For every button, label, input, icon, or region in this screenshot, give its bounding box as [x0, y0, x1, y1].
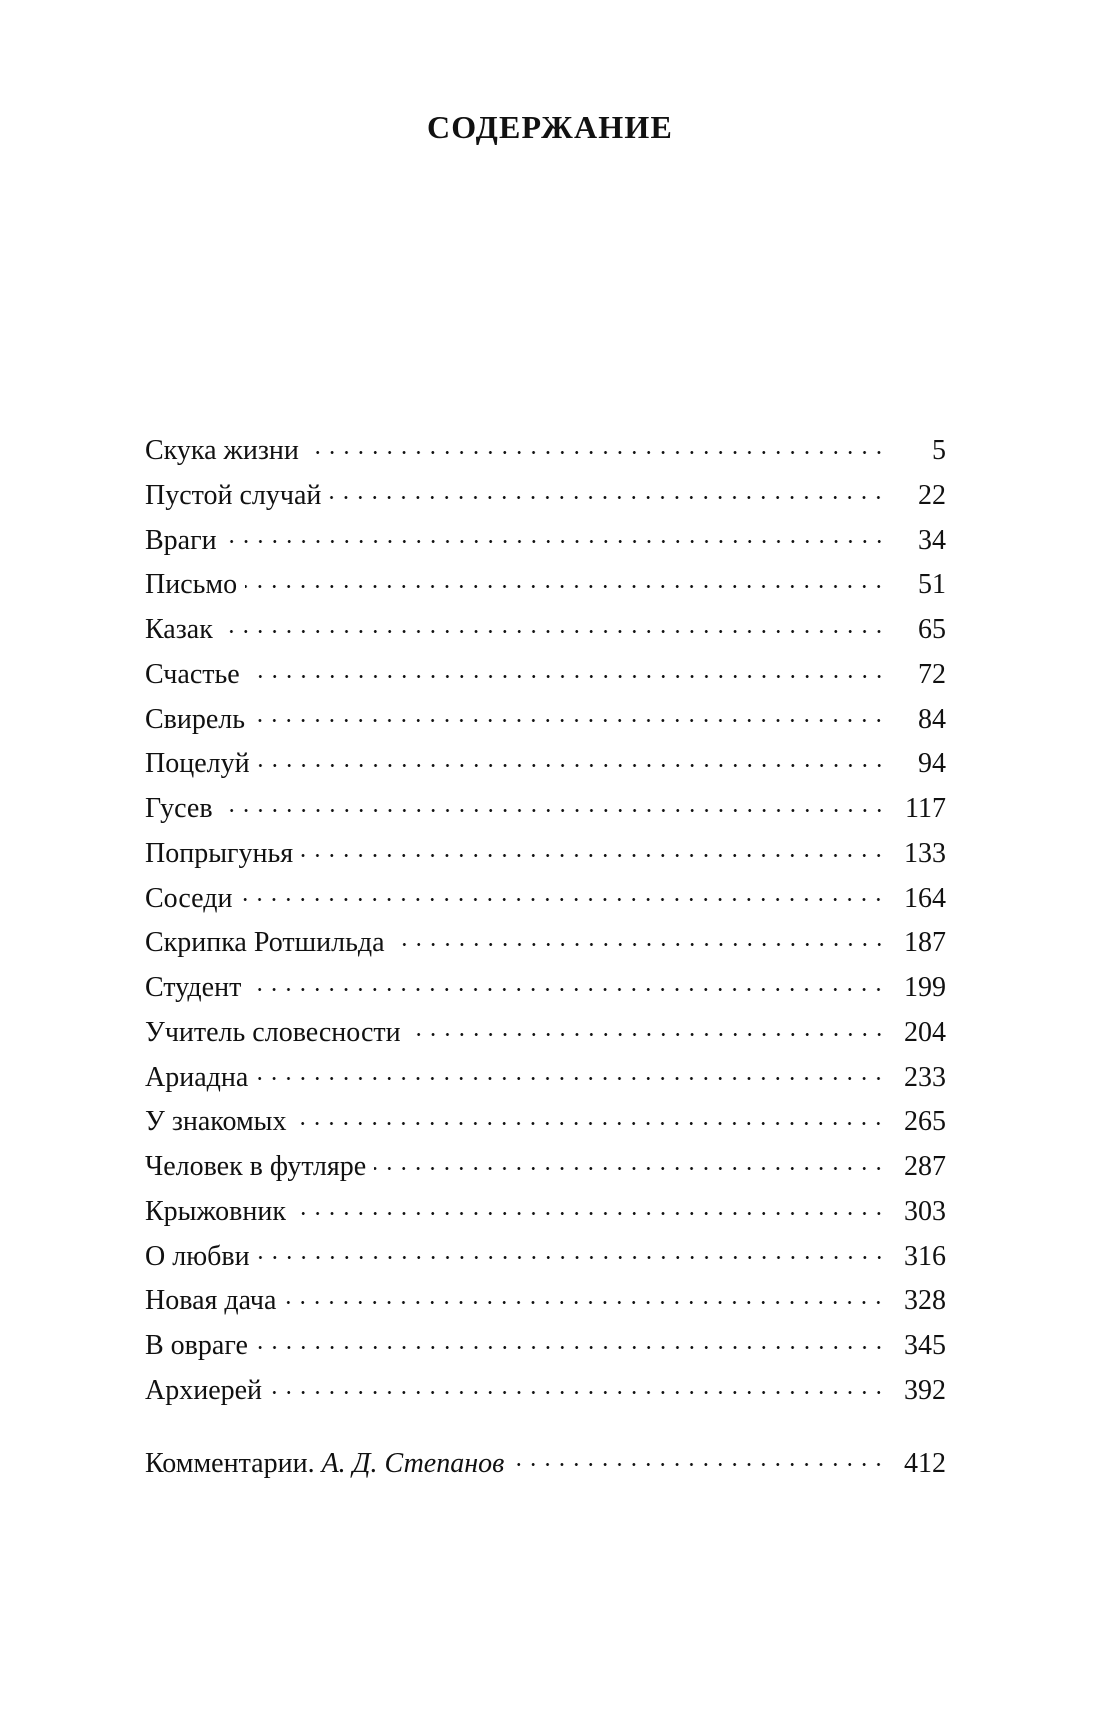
dot-leader [270, 1371, 886, 1399]
toc-entry-page: 164 [904, 882, 946, 914]
dot-leader [245, 565, 886, 593]
toc-entry-title: Скука жизни [145, 435, 299, 466]
toc-entry-title: Студент [145, 972, 242, 1003]
toc-entry-commentary[interactable] [145, 1442, 946, 1487]
section-spacer [145, 1414, 946, 1442]
toc-entry[interactable] [145, 519, 946, 564]
toc-entry-title: Учитель словесности [145, 1016, 401, 1048]
toc-entry[interactable] [145, 429, 946, 474]
toc-entry[interactable] [145, 1011, 946, 1056]
toc-entry[interactable] [145, 1279, 946, 1324]
toc-entry[interactable] [145, 877, 946, 922]
toc-entry[interactable] [145, 787, 946, 832]
toc-entry-page: 204 [904, 1016, 946, 1048]
toc-entry-title: Соседи [145, 882, 233, 914]
toc-entry-page: 65 [918, 614, 946, 645]
toc-entry-title: Скрипка Ротшильда [145, 927, 385, 959]
toc-entry[interactable] [145, 608, 946, 653]
dot-leader [221, 789, 886, 817]
toc-entry[interactable] [145, 1190, 946, 1235]
toc-entry[interactable] [145, 474, 946, 519]
dot-leader [374, 1147, 886, 1175]
toc-entry-title: Счастье [145, 658, 240, 690]
toc-entry[interactable] [145, 1056, 946, 1101]
toc-entry-page: 187 [904, 927, 946, 959]
toc-entry[interactable] [145, 698, 946, 743]
dot-leader [240, 879, 886, 907]
toc-entry[interactable] [145, 1145, 946, 1190]
commentary-author: А. Д. Степанов [321, 1447, 505, 1479]
dot-leader [329, 476, 886, 504]
toc-entry-title: Попрыгунья [145, 837, 294, 869]
toc-entry-title: О любви [145, 1240, 250, 1272]
dot-leader [294, 1192, 886, 1220]
toc-entry-page: 287 [904, 1151, 946, 1182]
toc-entry-title: Поцелуй [145, 748, 250, 780]
toc-entry-title: Человек в футляре [145, 1151, 367, 1182]
toc-entry-page: 199 [904, 972, 946, 1003]
toc-entry-page: 51 [918, 569, 946, 601]
dot-leader [249, 968, 886, 996]
dot-leader [284, 1281, 886, 1309]
dot-leader [393, 923, 886, 951]
toc-entry-title: Архиерей [145, 1374, 263, 1406]
toc-entry-page: 94 [918, 748, 946, 780]
toc-entry[interactable] [145, 1235, 946, 1280]
dot-leader [256, 1326, 886, 1354]
toc-entry-page: 84 [918, 703, 946, 735]
toc-entry[interactable] [145, 563, 946, 608]
toc-entry-title: У знакомых [145, 1106, 287, 1138]
toc-entry-page: 117 [905, 793, 946, 824]
dot-leader [221, 610, 886, 638]
toc-entry-page: 265 [904, 1106, 946, 1138]
toc-entry-page: 133 [904, 837, 946, 869]
toc-entry-page: 5 [932, 435, 946, 466]
toc-entry-page: 316 [904, 1240, 946, 1272]
toc-entry[interactable] [145, 653, 946, 698]
toc-entry-title: Пустой случай [145, 479, 322, 511]
toc-entry[interactable] [145, 1100, 946, 1145]
toc-entry[interactable] [145, 1324, 946, 1369]
dot-leader [248, 655, 886, 683]
toc-entry-title: Гусев [145, 793, 213, 824]
commentary-label: Комментарии. [145, 1447, 315, 1479]
dot-leader [225, 521, 886, 549]
dot-leader [301, 834, 886, 862]
dot-leader [256, 1058, 886, 1086]
toc-entry[interactable] [145, 742, 946, 787]
page-title: СОДЕРЖАНИЕ [426, 109, 674, 145]
toc-entry-page: 22 [918, 479, 946, 511]
toc-entry-page: 328 [904, 1285, 946, 1317]
dot-leader [307, 431, 886, 459]
toc-entry-page: 392 [904, 1374, 946, 1406]
toc-entry[interactable] [145, 966, 946, 1011]
toc-entry-title: Новая дача [145, 1285, 277, 1317]
dot-leader [258, 1237, 886, 1265]
dot-leader [258, 744, 886, 772]
dot-leader [512, 1444, 886, 1472]
toc-entry-title: Враги [145, 524, 217, 556]
dot-leader [409, 1013, 886, 1041]
dot-leader [294, 1102, 886, 1130]
toc-entry-title: Ариадна [145, 1061, 249, 1093]
toc-entry-title: Свирель [145, 703, 246, 735]
table-of-contents [145, 429, 946, 1486]
toc-entry-page: 233 [904, 1061, 946, 1093]
toc-entry[interactable] [145, 921, 946, 966]
toc-entry-page: 345 [904, 1330, 946, 1361]
toc-entry-page: 72 [918, 658, 946, 690]
toc-entry-page: 34 [918, 524, 946, 556]
toc-entry-title: Казак [145, 614, 213, 645]
toc-entry[interactable] [145, 1369, 946, 1414]
toc-entry-title: Письмо [145, 569, 238, 601]
toc-entry-title: Крыжовник [145, 1195, 286, 1227]
toc-entry[interactable] [145, 832, 946, 877]
toc-entry-title: В овраге [145, 1330, 248, 1361]
toc-entry-page: 412 [904, 1447, 946, 1479]
toc-entry-page: 303 [904, 1195, 946, 1227]
dot-leader [253, 700, 886, 728]
toc-entry-title [145, 1442, 512, 1487]
